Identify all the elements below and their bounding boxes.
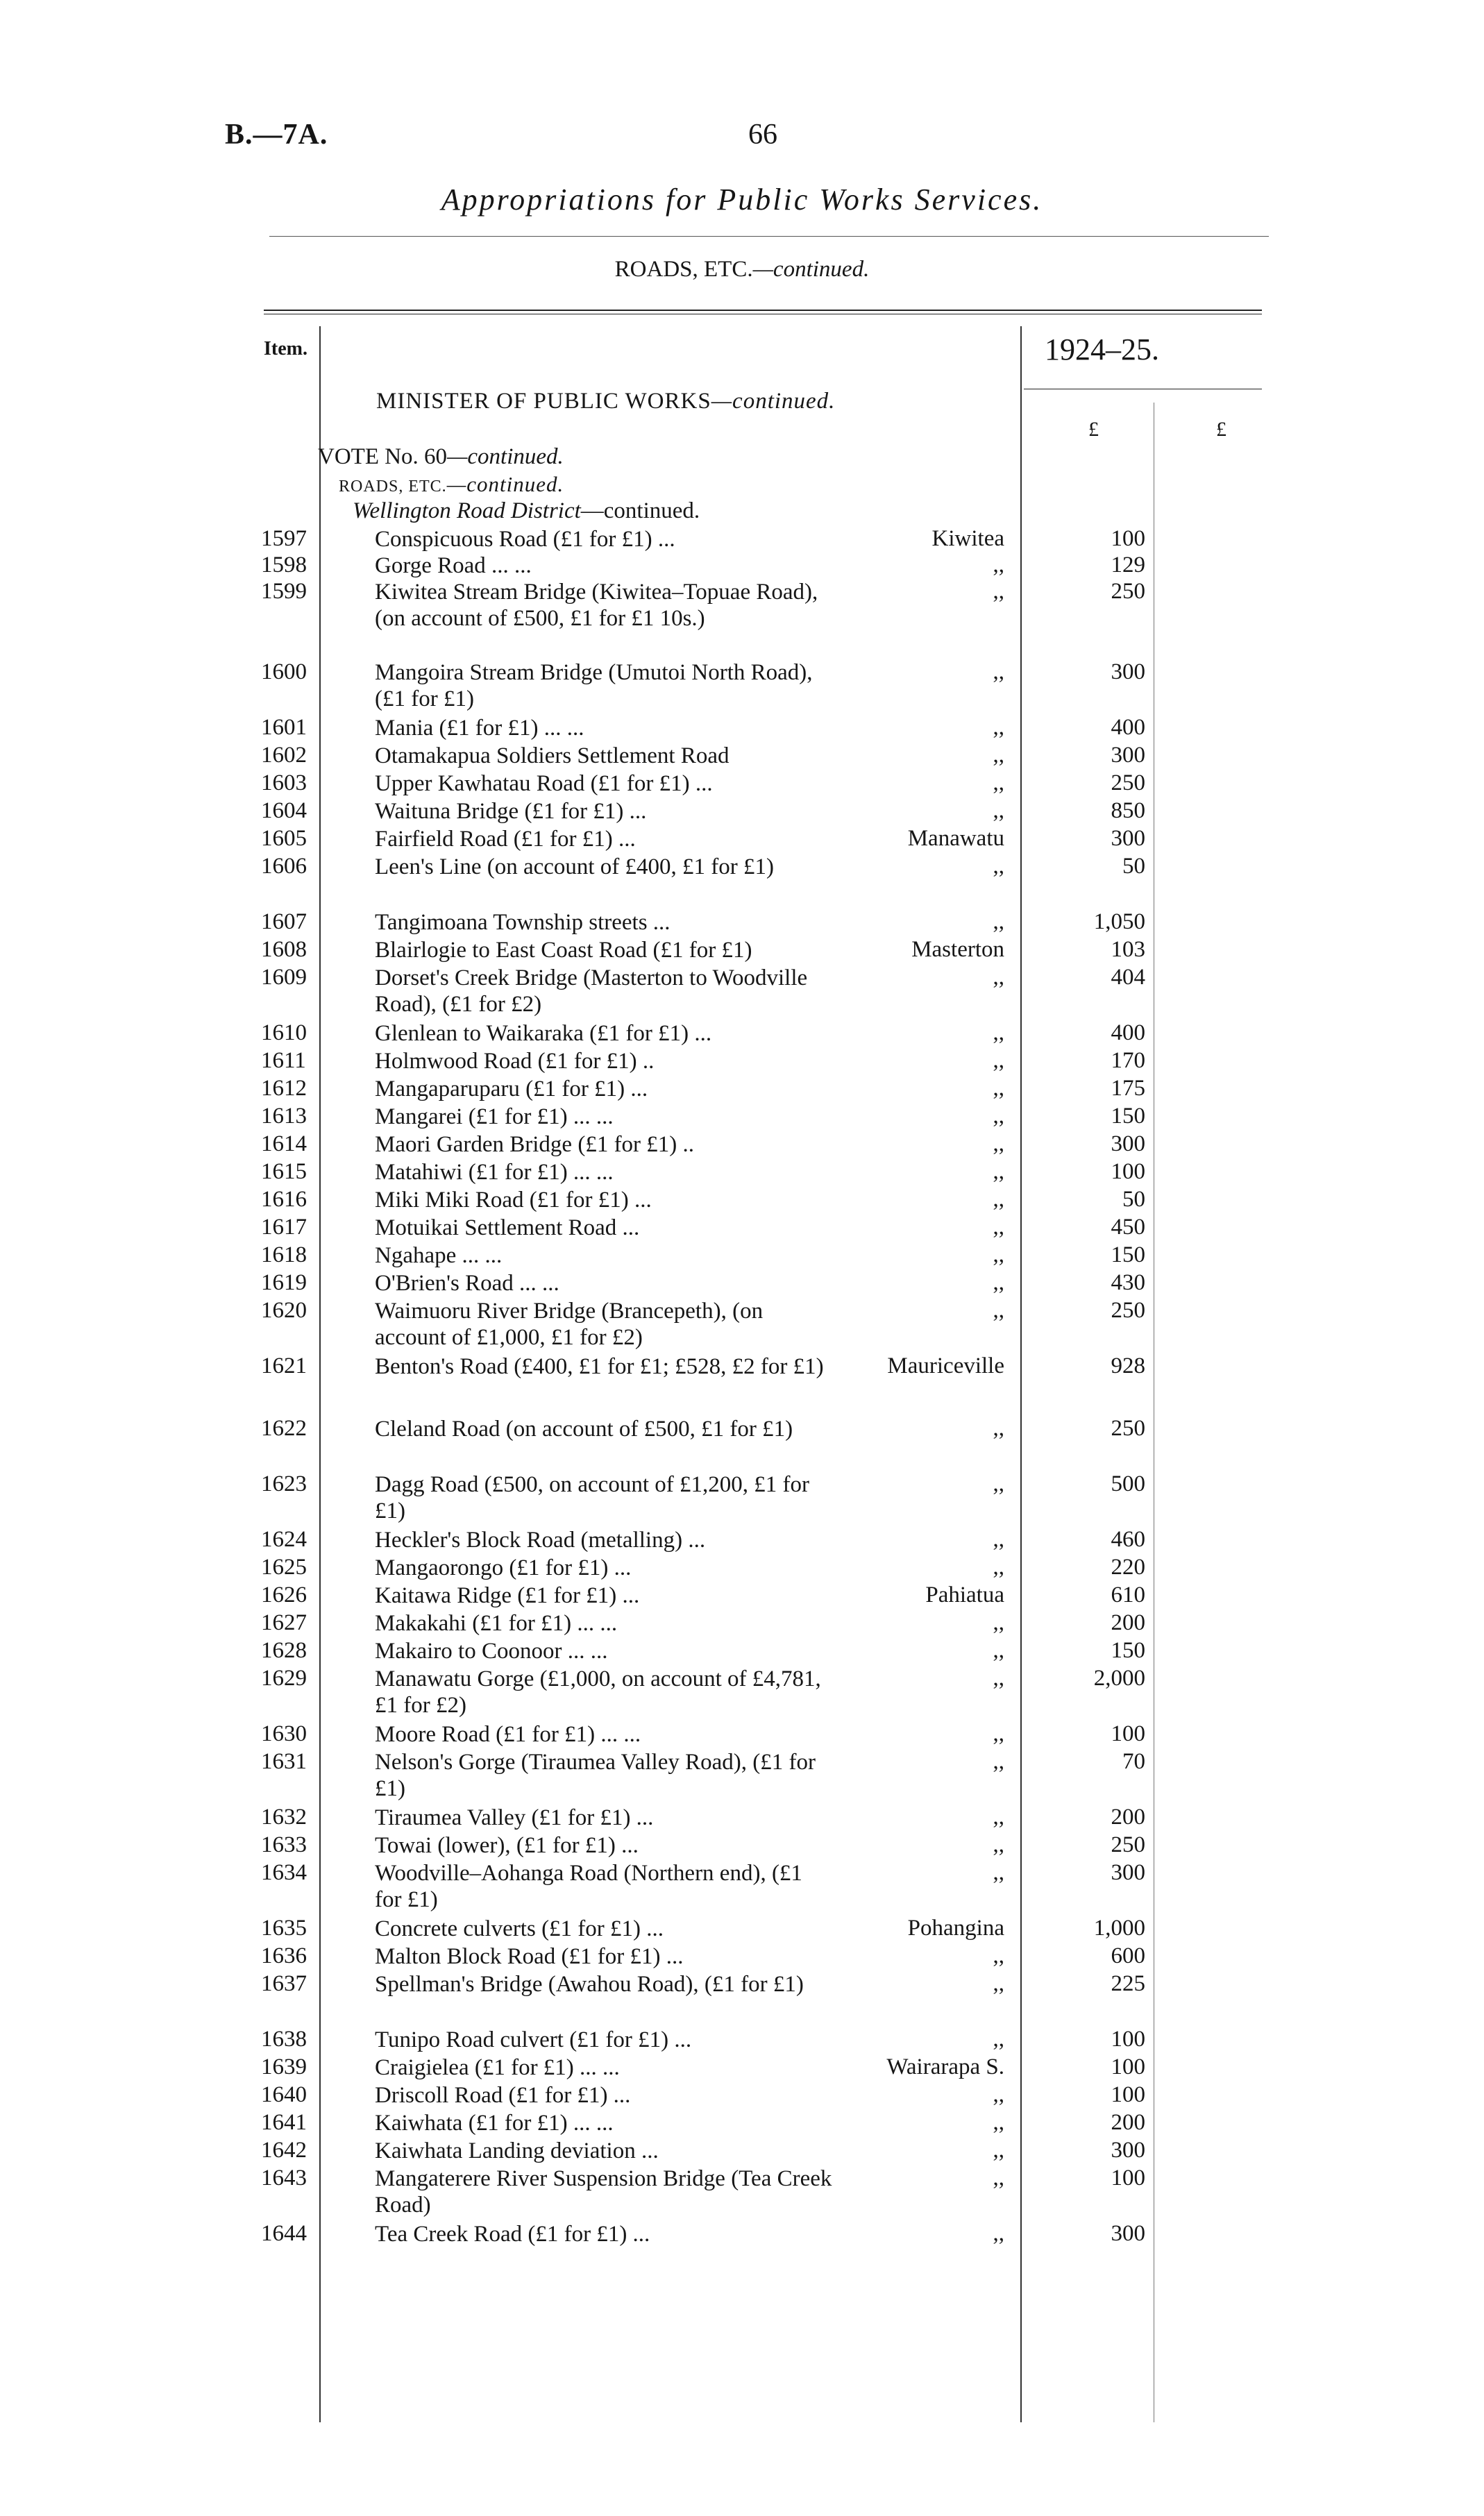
item-location: ,,: [993, 1805, 1004, 1830]
item-number: 1619: [261, 1270, 307, 1295]
item-amount: 70: [1122, 1749, 1145, 1774]
item-amount: 150: [1111, 1638, 1145, 1663]
item-amount: 100: [1111, 2165, 1145, 2190]
page-title: Appropriations for Public Works Services.: [441, 183, 1043, 217]
item-number: 1614: [261, 1131, 307, 1156]
item-amount: 404: [1111, 965, 1145, 990]
item-location: ,,: [993, 1159, 1004, 1184]
item-number: 1635: [261, 1916, 307, 1941]
item-location: ,,: [993, 1020, 1004, 1045]
item-number: 1633: [261, 1832, 307, 1857]
item-number: 1637: [261, 1971, 307, 1996]
item-number: 1625: [261, 1555, 307, 1580]
item-description: Upper Kawhatau Road (£1 for £1) ...: [375, 771, 713, 796]
item-location: Kiwitea: [931, 526, 1004, 551]
item-description: Concrete culverts (£1 for £1) ...: [375, 1916, 664, 1941]
item-amount: 2,000: [1093, 1666, 1145, 1691]
item-location: ,,: [993, 1749, 1004, 1774]
item-location: ,,: [993, 2110, 1004, 2135]
item-amount: 400: [1111, 1020, 1145, 1045]
item-description: Malton Block Road (£1 for £1) ...: [375, 1944, 684, 1969]
item-location: ,,: [993, 1298, 1004, 1323]
item-amount: 200: [1111, 1805, 1145, 1830]
item-column-header: Item.: [264, 338, 307, 360]
item-amount: 200: [1111, 2110, 1145, 2135]
item-amount: 300: [1111, 2221, 1145, 2246]
item-amount: 100: [1111, 1159, 1145, 1184]
item-description: Cleland Road (on account of £500, £1 for £1): [375, 1417, 793, 1442]
minister-text: MINISTER OF PUBLIC WORKS: [376, 389, 711, 414]
item-amount: 175: [1111, 1076, 1145, 1101]
item-description: Miki Miki Road (£1 for £1) ...: [375, 1188, 652, 1213]
item-description: Maori Garden Bridge (£1 for £1) ..: [375, 1132, 695, 1157]
item-amount: 250: [1111, 770, 1145, 795]
year-column-header: 1924–25.: [1045, 332, 1159, 366]
item-number: 1603: [261, 770, 307, 795]
item-amount: 100: [1111, 2027, 1145, 2052]
item-location: ,,: [993, 1242, 1004, 1267]
subtitle-text: ROADS, ETC.: [614, 257, 753, 282]
item-amount: 200: [1111, 1610, 1145, 1635]
item-location: Wairarapa S.: [886, 2054, 1004, 2079]
item-number: 1641: [261, 2110, 307, 2135]
item-amount: 100: [1111, 1721, 1145, 1746]
item-number: 1607: [261, 909, 307, 934]
item-number: 1618: [261, 1242, 307, 1267]
item-description: Glenlean to Waikaraka (£1 for £1) ...: [375, 1021, 712, 1046]
item-amount: 50: [1122, 854, 1145, 879]
item-number: 1616: [261, 1187, 307, 1212]
item-location: ,,: [993, 552, 1004, 577]
item-number: 1634: [261, 1860, 307, 1885]
item-amount: 300: [1111, 1860, 1145, 1885]
item-number: 1628: [261, 1638, 307, 1663]
item-number: 1640: [261, 2082, 307, 2107]
item-description: Matahiwi (£1 for £1) ... ...: [375, 1160, 614, 1185]
item-amount: 250: [1111, 1298, 1145, 1323]
item-location: ,,: [993, 715, 1004, 740]
page-number: 66: [748, 119, 777, 151]
item-amount: 100: [1111, 2082, 1145, 2107]
item-amount: 150: [1111, 1242, 1145, 1267]
item-number: 1609: [261, 965, 307, 990]
title-rule: [269, 236, 1269, 237]
item-number: 1632: [261, 1805, 307, 1830]
item-description: Tea Creek Road (£1 for £1) ...: [375, 2222, 650, 2247]
item-location: ,,: [993, 1215, 1004, 1240]
item-location: ,,: [993, 798, 1004, 823]
item-number: 1623: [261, 1471, 307, 1496]
item-amount: 300: [1111, 826, 1145, 851]
item-number: 1604: [261, 798, 307, 823]
minister-heading: [376, 389, 835, 414]
item-location: Pohangina: [907, 1916, 1004, 1941]
item-number: 1626: [261, 1582, 307, 1607]
item-number: 1598: [261, 552, 307, 577]
item-description: Waimuoru River Bridge (Brancepeth), (on account of £1,000, £1 for £2): [375, 1299, 764, 1350]
roads-suffix: —continued.: [446, 472, 564, 496]
item-amount: 100: [1111, 526, 1145, 551]
item-location: ,,: [993, 1416, 1004, 1441]
vote-text: VOTE No. 60: [318, 444, 448, 469]
item-location: Masterton: [911, 937, 1004, 962]
item-description: Mangaorongo (£1 for £1) ...: [375, 1555, 632, 1580]
item-amount: 225: [1111, 1971, 1145, 1996]
item-location: ,,: [993, 1048, 1004, 1073]
item-amount: 50: [1122, 1187, 1145, 1212]
item-description: Mangaparuparu (£1 for £1) ...: [375, 1077, 648, 1101]
item-amount: 150: [1111, 1104, 1145, 1129]
document-reference: B.—7A.: [225, 119, 328, 151]
item-description: Tangimoana Township streets ...: [375, 910, 671, 935]
item-description: Mania (£1 for £1) ... ...: [375, 716, 584, 741]
item-amount: 129: [1111, 552, 1145, 577]
location-column-divider: [1020, 326, 1022, 2422]
item-number: 1642: [261, 2138, 307, 2163]
item-description: Mangoira Stream Bridge (Umutoi North Road), (£1 for £1): [375, 660, 813, 711]
item-location: Manawatu: [907, 826, 1004, 851]
item-number: 1630: [261, 1721, 307, 1746]
item-location: ,,: [993, 579, 1004, 604]
item-location: ,,: [993, 1971, 1004, 1996]
item-amount: 300: [1111, 2138, 1145, 2163]
item-description: Kiwitea Stream Bridge (Kiwitea–Topuae Road), (on account of £500, £1 for £1 10s.): [375, 580, 818, 631]
item-description: Moore Road (£1 for £1) ... ...: [375, 1722, 641, 1747]
item-amount: 600: [1111, 1943, 1145, 1968]
item-location: ,,: [993, 1943, 1004, 1968]
item-description: Dagg Road (£500, on account of £1,200, £1 for £1): [375, 1472, 809, 1523]
district-text: Wellington Road District: [353, 498, 581, 523]
section-subtitle: [0, 257, 1484, 282]
item-description: Craigielea (£1 for £1) ... ...: [375, 2055, 620, 2080]
item-location: ,,: [993, 1721, 1004, 1746]
item-description: Nelson's Gorge (Tiraumea Valley Road), (£1 for £1): [375, 1750, 816, 1801]
item-amount: 100: [1111, 2054, 1145, 2079]
item-location: ,,: [993, 1270, 1004, 1295]
item-description: Makakahi (£1 for £1) ... ...: [375, 1611, 618, 1636]
item-description: Makairo to Coonoor ... ...: [375, 1639, 608, 1664]
item-description: Heckler's Block Road (metalling) ...: [375, 1528, 706, 1553]
item-amount: 850: [1111, 798, 1145, 823]
item-location: ,,: [993, 1610, 1004, 1635]
item-number: 1629: [261, 1666, 307, 1691]
item-amount: 1,050: [1093, 909, 1145, 934]
subtitle-suffix: —continued.: [752, 257, 870, 282]
vote-heading: [318, 444, 564, 470]
item-description: Tiraumea Valley (£1 for £1) ...: [375, 1805, 654, 1830]
item-amount: 430: [1111, 1270, 1145, 1295]
item-number: 1602: [261, 743, 307, 768]
item-description: Holmwood Road (£1 for £1) ..: [375, 1049, 655, 1074]
item-location: Pahiatua: [925, 1582, 1004, 1607]
item-amount: 928: [1111, 1353, 1145, 1378]
item-description: Benton's Road (£400, £1 for £1; £528, £2 for £1): [375, 1354, 824, 1379]
item-location: ,,: [993, 1104, 1004, 1129]
item-description: Kaiwhata Landing deviation ...: [375, 2138, 659, 2163]
item-location: ,,: [993, 1187, 1004, 1212]
item-number: 1643: [261, 2165, 307, 2190]
item-description: Driscoll Road (£1 for £1) ...: [375, 2083, 631, 2108]
item-location: ,,: [993, 1131, 1004, 1156]
item-number: 1638: [261, 2027, 307, 2052]
item-number: 1622: [261, 1416, 307, 1441]
item-location: ,,: [993, 1638, 1004, 1663]
item-description: Manawatu Gorge (£1,000, on account of £4,781, £1 for £2): [375, 1666, 821, 1718]
item-description: Towai (lower), (£1 for £1) ...: [375, 1833, 639, 1858]
item-description: Leen's Line (on account of £400, £1 for £1): [375, 854, 775, 879]
item-amount: 1,000: [1093, 1916, 1145, 1941]
minister-suffix: —continued.: [711, 389, 836, 414]
item-amount: 103: [1111, 937, 1145, 962]
item-location: ,,: [993, 2138, 1004, 2163]
item-amount: 170: [1111, 1048, 1145, 1073]
item-amount: 400: [1111, 715, 1145, 740]
item-number: 1613: [261, 1104, 307, 1129]
item-description: Woodville–Aohanga Road (Northern end), (£1 for £1): [375, 1861, 802, 1912]
item-location: ,,: [993, 1527, 1004, 1552]
item-location: ,,: [993, 2165, 1004, 2190]
item-description: Kaitawa Ridge (£1 for £1) ...: [375, 1583, 640, 1608]
item-column-divider: [319, 326, 321, 2422]
item-description: Spellman's Bridge (Awahou Road), (£1 for £1): [375, 1972, 804, 1997]
item-description: Mangaterere River Suspension Bridge (Tea Creek Road): [375, 2166, 832, 2218]
item-number: 1597: [261, 526, 307, 551]
item-amount: 450: [1111, 1215, 1145, 1240]
item-number: 1605: [261, 826, 307, 851]
item-location: ,,: [993, 770, 1004, 795]
item-description: Ngahape ... ...: [375, 1243, 503, 1268]
currency-symbol: £: [1088, 418, 1099, 441]
district-suffix: —continued.: [580, 498, 700, 523]
district-heading: [353, 498, 700, 524]
item-description: Conspicuous Road (£1 for £1) ...: [375, 527, 675, 552]
item-number: 1617: [261, 1215, 307, 1240]
roads-text: ROADS, ETC.: [339, 478, 447, 496]
item-location: ,,: [993, 2221, 1004, 2246]
item-amount: 220: [1111, 1555, 1145, 1580]
item-description: O'Brien's Road ... ...: [375, 1271, 559, 1296]
item-description: Kaiwhata (£1 for £1) ... ...: [375, 2111, 614, 2136]
item-amount: 250: [1111, 1416, 1145, 1441]
item-number: 1631: [261, 1749, 307, 1774]
item-description: Dorset's Creek Bridge (Masterton to Woodville Road), (£1 for £2): [375, 965, 808, 1017]
item-number: 1636: [261, 1943, 307, 1968]
item-number: 1627: [261, 1610, 307, 1635]
item-number: 1612: [261, 1076, 307, 1101]
item-location: ,,: [993, 909, 1004, 934]
item-location: ,,: [993, 1555, 1004, 1580]
item-number: 1606: [261, 854, 307, 879]
item-number: 1600: [261, 659, 307, 684]
item-number: 1639: [261, 2054, 307, 2079]
item-description: Tunipo Road culvert (£1 for £1) ...: [375, 2027, 692, 2052]
item-amount: 460: [1111, 1527, 1145, 1552]
item-location: ,,: [993, 1666, 1004, 1691]
item-location: ,,: [993, 1832, 1004, 1857]
item-location: ,,: [993, 1860, 1004, 1885]
item-description: Otamakapua Soldiers Settlement Road: [375, 743, 730, 768]
roads-heading: [339, 472, 564, 497]
item-location: Mauriceville: [887, 1353, 1004, 1378]
item-number: 1611: [261, 1048, 306, 1073]
item-description: Motuikai Settlement Road ...: [375, 1215, 640, 1240]
item-location: ,,: [993, 1471, 1004, 1496]
item-amount: 300: [1111, 743, 1145, 768]
item-location: ,,: [993, 1076, 1004, 1101]
item-description: Gorge Road ... ...: [375, 553, 532, 578]
item-number: 1615: [261, 1159, 307, 1184]
item-amount: 500: [1111, 1471, 1145, 1496]
item-location: ,,: [993, 2027, 1004, 2052]
item-amount: 610: [1111, 1582, 1145, 1607]
item-location: ,,: [993, 743, 1004, 768]
item-description: Mangarei (£1 for £1) ... ...: [375, 1104, 614, 1129]
table-top-rule: [264, 310, 1262, 311]
item-location: ,,: [993, 2082, 1004, 2107]
item-number: 1620: [261, 1298, 307, 1323]
item-number: 1610: [261, 1020, 307, 1045]
item-number: 1608: [261, 937, 307, 962]
item-amount: 300: [1111, 659, 1145, 684]
item-location: ,,: [993, 854, 1004, 879]
item-description: Waituna Bridge (£1 for £1) ...: [375, 799, 647, 824]
item-number: 1601: [261, 715, 307, 740]
item-amount: 250: [1111, 1832, 1145, 1857]
item-location: ,,: [993, 659, 1004, 684]
item-location: ,,: [993, 965, 1004, 990]
item-number: 1624: [261, 1527, 307, 1552]
item-description: Fairfield Road (£1 for £1) ...: [375, 827, 636, 852]
item-number: 1621: [261, 1353, 307, 1378]
vote-suffix: —continued.: [447, 444, 564, 469]
item-number: 1644: [261, 2221, 307, 2246]
currency-symbol: £: [1216, 418, 1226, 441]
item-description: Blairlogie to East Coast Road (£1 for £1): [375, 938, 752, 963]
item-amount: 250: [1111, 579, 1145, 604]
item-amount: 300: [1111, 1131, 1145, 1156]
item-number: 1599: [261, 579, 307, 604]
